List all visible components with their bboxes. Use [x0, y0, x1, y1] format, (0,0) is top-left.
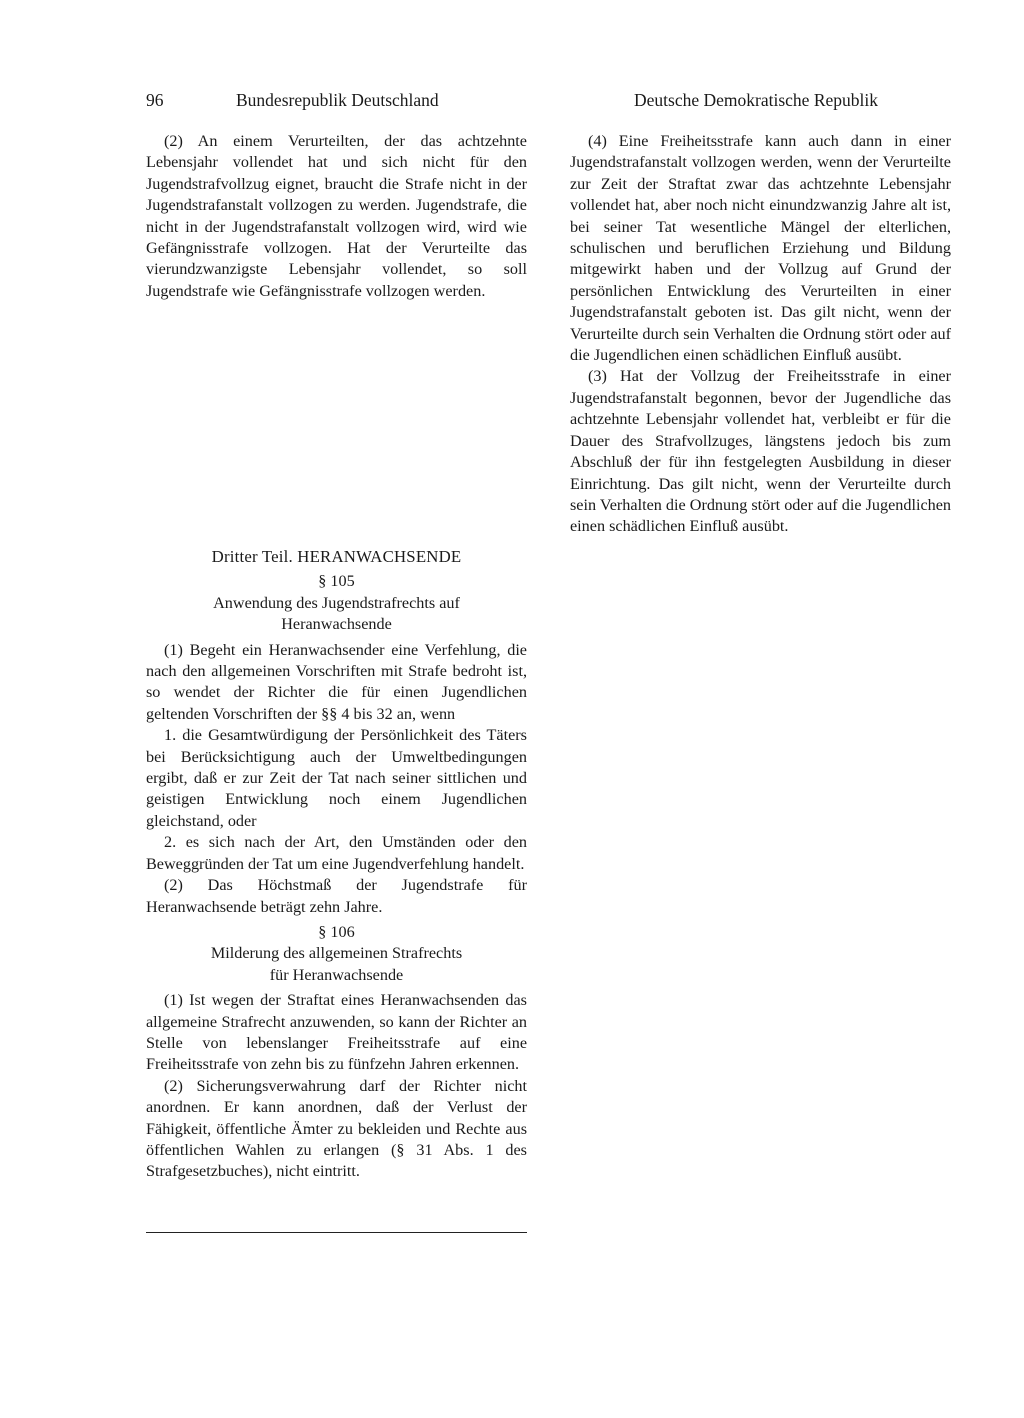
left-column-top	[146, 131, 527, 302]
section-105-paragraph-2: (2) Das Höchstmaß der Jugendstrafe für Heranwachsende beträgt zehn Jahre.	[146, 876, 527, 916]
section-105-item-2: 2. es sich nach der Art, den Umständen oder den Beweggründen der Tat um eine Jugendverfehlung handelt.	[146, 833, 527, 873]
section-106-number: § 106	[318, 922, 355, 941]
paragraph-2-jugendstrafvollzug: (2) An einem Verurteilten, der das achtzehnte Lebensjahr vollendet hat und sich nicht für den Jugendstrafvollzug eignet, braucht die Strafe nicht in der Jugendstrafanstalt vollzogen zu werden. Jugendstrafe, die nicht in der Jugendstrafanstalt vollzogen wird, wird wie Gefängnisstrafe vollzogen. Hat der Verurteilte das vierundzwanzigste Lebensjahr vollendet, so soll Jugendstrafe wie Gefängnisstrafe vollzogen werden.	[146, 132, 527, 300]
right-paragraph-3: (3) Hat der Vollzug der Freiheitsstrafe in einer Jugendstrafanstalt begonnen, bevor der Jugendliche das achtzehnte Lebensjahr vollendet hat, verbleibt er für die Dauer des Strafvollzuges, längstens jedoch bis zum Abschluß der für ihn festgelegten Ausbildung in dieser Einrichtung. Das gilt nicht, wenn der Verurteilte durch sein Verhalten die Ordnung stört oder auf die Jugendlichen einen schädlichen Einfluß ausübt.	[570, 367, 951, 536]
section-106-paragraph-1: (1) Ist wegen der Straftat eines Heranwachsenden das allgemeine Strafrecht anzuwenden, so kann der Richter an Stelle von lebenslanger Freiheitsstrafe auf eine Freiheitsstrafe von zehn bis zu fünfzehn Jahren erkennen.	[146, 991, 527, 1074]
section-106-title-line1: Milderung des allgemeinen Strafrechts	[210, 944, 463, 963]
section-105-number: § 105	[318, 572, 355, 591]
page-number: 96	[146, 90, 164, 110]
section-106-title-line2: für Heranwachsende	[269, 965, 404, 984]
part-heading: Dritter Teil. HERANWACHSENDE	[211, 547, 462, 566]
right-running-title: Deutsche Demokratische Republik	[634, 90, 878, 110]
section-105-paragraph-1: (1) Begeht ein Heranwachsender eine Verfehlung, die nach den allgemeinen Vorschriften mit Strafe bedroht ist, so wendet der Richter die für einen Jugendlichen geltenden Vorschriften der §§ 4 bis 32 an, wenn	[146, 640, 527, 723]
right-paragraph-4: (4) Eine Freiheitsstrafe kann auch dann in einer Jugendstrafanstalt vollzogen werden, wenn der Verurteilte zur Zeit der Straftat zwar das achtzehnte Lebensjahr vollendet hat, aber noch nicht einundzwanzig Jahre alt ist, bei seiner Tat wesentliche Mängel der elterlichen, schulischen und beruflichen Erziehung und Bildung mitgewirkt haben und der Vollzug auf Grund der persönlichen Entwicklung des Verurteilten in einer Jugendstrafanstalt geboten ist. Das gilt nicht, wenn der Verurteilte durch sein Verhalten die Ordnung stört oder auf die Jugendlichen einen schädlichen Einfluß ausübt.	[570, 132, 951, 365]
section-106-paragraph-2: (2) Sicherungsverwahrung darf der Richter nicht anordnen. Er kann anordnen, daß der Verlust der Fähigkeit, öffentliche Ämter zu bekleiden und Rechte aus öffentlichen Wahlen zu erlangen (§ 31 Abs. 1 des Strafgesetzbuches), nicht eintritt.	[146, 1076, 527, 1181]
left-running-title: Bundesrepublik Deutschland	[236, 90, 439, 110]
section-105-item-1: 1. die Gesamtwürdigung der Persönlichkeit des Täters bei Berücksichtigung auch der Umweltbedingungen ergibt, daß er zur Zeit der Tat nach seiner sittlichen und geistigen Entwicklung noch einem Jugendlichen gleichstand, oder	[146, 726, 527, 830]
section-105-title-line2: Heranwachsende	[281, 615, 392, 634]
left-column-bottom	[146, 546, 527, 1183]
right-column	[570, 131, 951, 538]
section-105-title-line1: Anwendung des Jugendstrafrechts auf	[213, 593, 460, 612]
footer-rule	[146, 1232, 527, 1233]
